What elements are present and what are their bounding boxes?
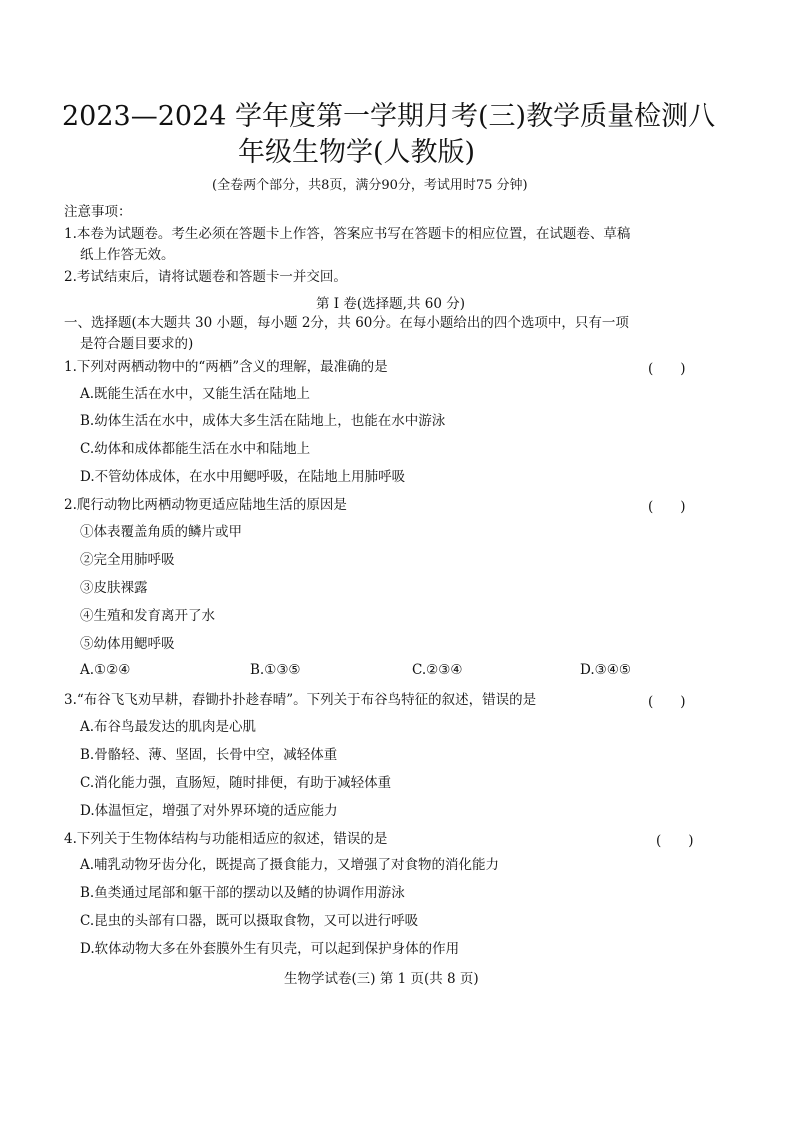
question-1-stem: 1.下列对两栖动物中的“两栖”含义的理解，最准确的是 (64, 359, 388, 375)
question-1-option-c: C.幼体和成体都能生活在水中和陆地上 (80, 441, 311, 457)
question-4-option-d: D.软体动物大多在外套膜外生有贝壳，可以起到保护身体的作用 (80, 941, 460, 957)
answer-blank-2: ( ) (648, 499, 686, 515)
exam-title-line1: 2023—2024 学年度第一学期月考(三)教学质量检测八 (62, 101, 716, 132)
answer-blank-3: ( ) (648, 694, 686, 710)
page-footer: 生物学试卷(三) 第 1 页(共 8 页) (284, 971, 479, 987)
notice-item-1-cont: 纸上作答无效。 (80, 247, 175, 263)
question-2-item-5: ⑤幼体用鳃呼吸 (80, 636, 175, 652)
question-4-option-c: C.昆虫的头部有口器，既可以摄取食物，又可以进行呼吸 (80, 913, 419, 929)
notice-heading: 注意事项： (64, 204, 132, 220)
exam-title-line2: 年级生物学(人教版) (238, 137, 476, 168)
question-2-item-2: ②完全用肺呼吸 (80, 552, 175, 568)
question-2-option-a: A.①②④ (80, 662, 131, 678)
question-2-option-b: B.①③⑤ (250, 662, 301, 678)
question-3-option-d: D.体温恒定，增强了对外界环境的适应能力 (80, 803, 338, 819)
question-2-item-3: ③皮肤裸露 (80, 580, 148, 596)
notice-item-2: 2.考试结束后，请将试题卷和答题卡一并交回。 (64, 269, 347, 285)
question-2-option-c: C.②③④ (412, 662, 463, 678)
question-2-stem: 2.爬行动物比两栖动物更适应陆地生活的原因是 (64, 497, 347, 513)
question-3-option-c: C.消化能力强，直肠短，随时排便，有助于减轻体重 (80, 775, 392, 791)
question-2-item-4: ④生殖和发育离开了水 (80, 608, 215, 624)
answer-blank-1: ( ) (648, 361, 686, 377)
exam-subtitle: (全卷两个部分，共8页，满分90分，考试用时75 分钟) (212, 178, 528, 193)
question-2-option-d: D.③④⑤ (580, 662, 631, 678)
question-3-option-a: A.布谷鸟最发达的肌肉是心肌 (80, 719, 257, 735)
section-instruction-cont: 是符合题目要求的) (80, 336, 194, 352)
question-4-option-a: A.哺乳动物牙齿分化，既提高了摄食能力，又增强了对食物的消化能力 (80, 857, 500, 873)
question-3-option-b: B.骨骼轻、薄、坚固，长骨中空，减轻体重 (80, 747, 338, 763)
notice-item-1: 1.本卷为试题卷。考生必须在答题卡上作答，答案应书写在答题卡的相应位置，在试题卷、草稿 (64, 226, 631, 242)
question-1-option-b: B.幼体生活在水中，成体大多生活在陆地上，也能在水中游泳 (80, 413, 446, 429)
question-3-stem: 3.“布谷飞飞劝早耕，舂锄扑扑趁春晴”。下列关于布谷鸟特征的叙述，错误的是 (64, 692, 537, 708)
question-4-option-b: B.鱼类通过尾部和躯干部的摆动以及鳍的协调作用游泳 (80, 885, 405, 901)
question-4-stem: 4.下列关于生物体结构与功能相适应的叙述，错误的是 (64, 831, 388, 847)
section-title: 第 I 卷(选择题,共 60 分) (316, 296, 466, 312)
section-instruction: 一、选择题(本大题共 30 小题，每小题 2分，共 60分。在每小题给出的四个选项中，只有一项 (64, 315, 629, 331)
question-2-item-1: ①体表覆盖角质的鳞片或甲 (80, 524, 242, 540)
question-1-option-d: D.不管幼体成体，在水中用鳃呼吸，在陆地上用肺呼吸 (80, 469, 406, 485)
question-1-option-a: A.既能生活在水中，又能生活在陆地上 (80, 386, 311, 402)
answer-blank-4: ( ) (656, 833, 694, 849)
